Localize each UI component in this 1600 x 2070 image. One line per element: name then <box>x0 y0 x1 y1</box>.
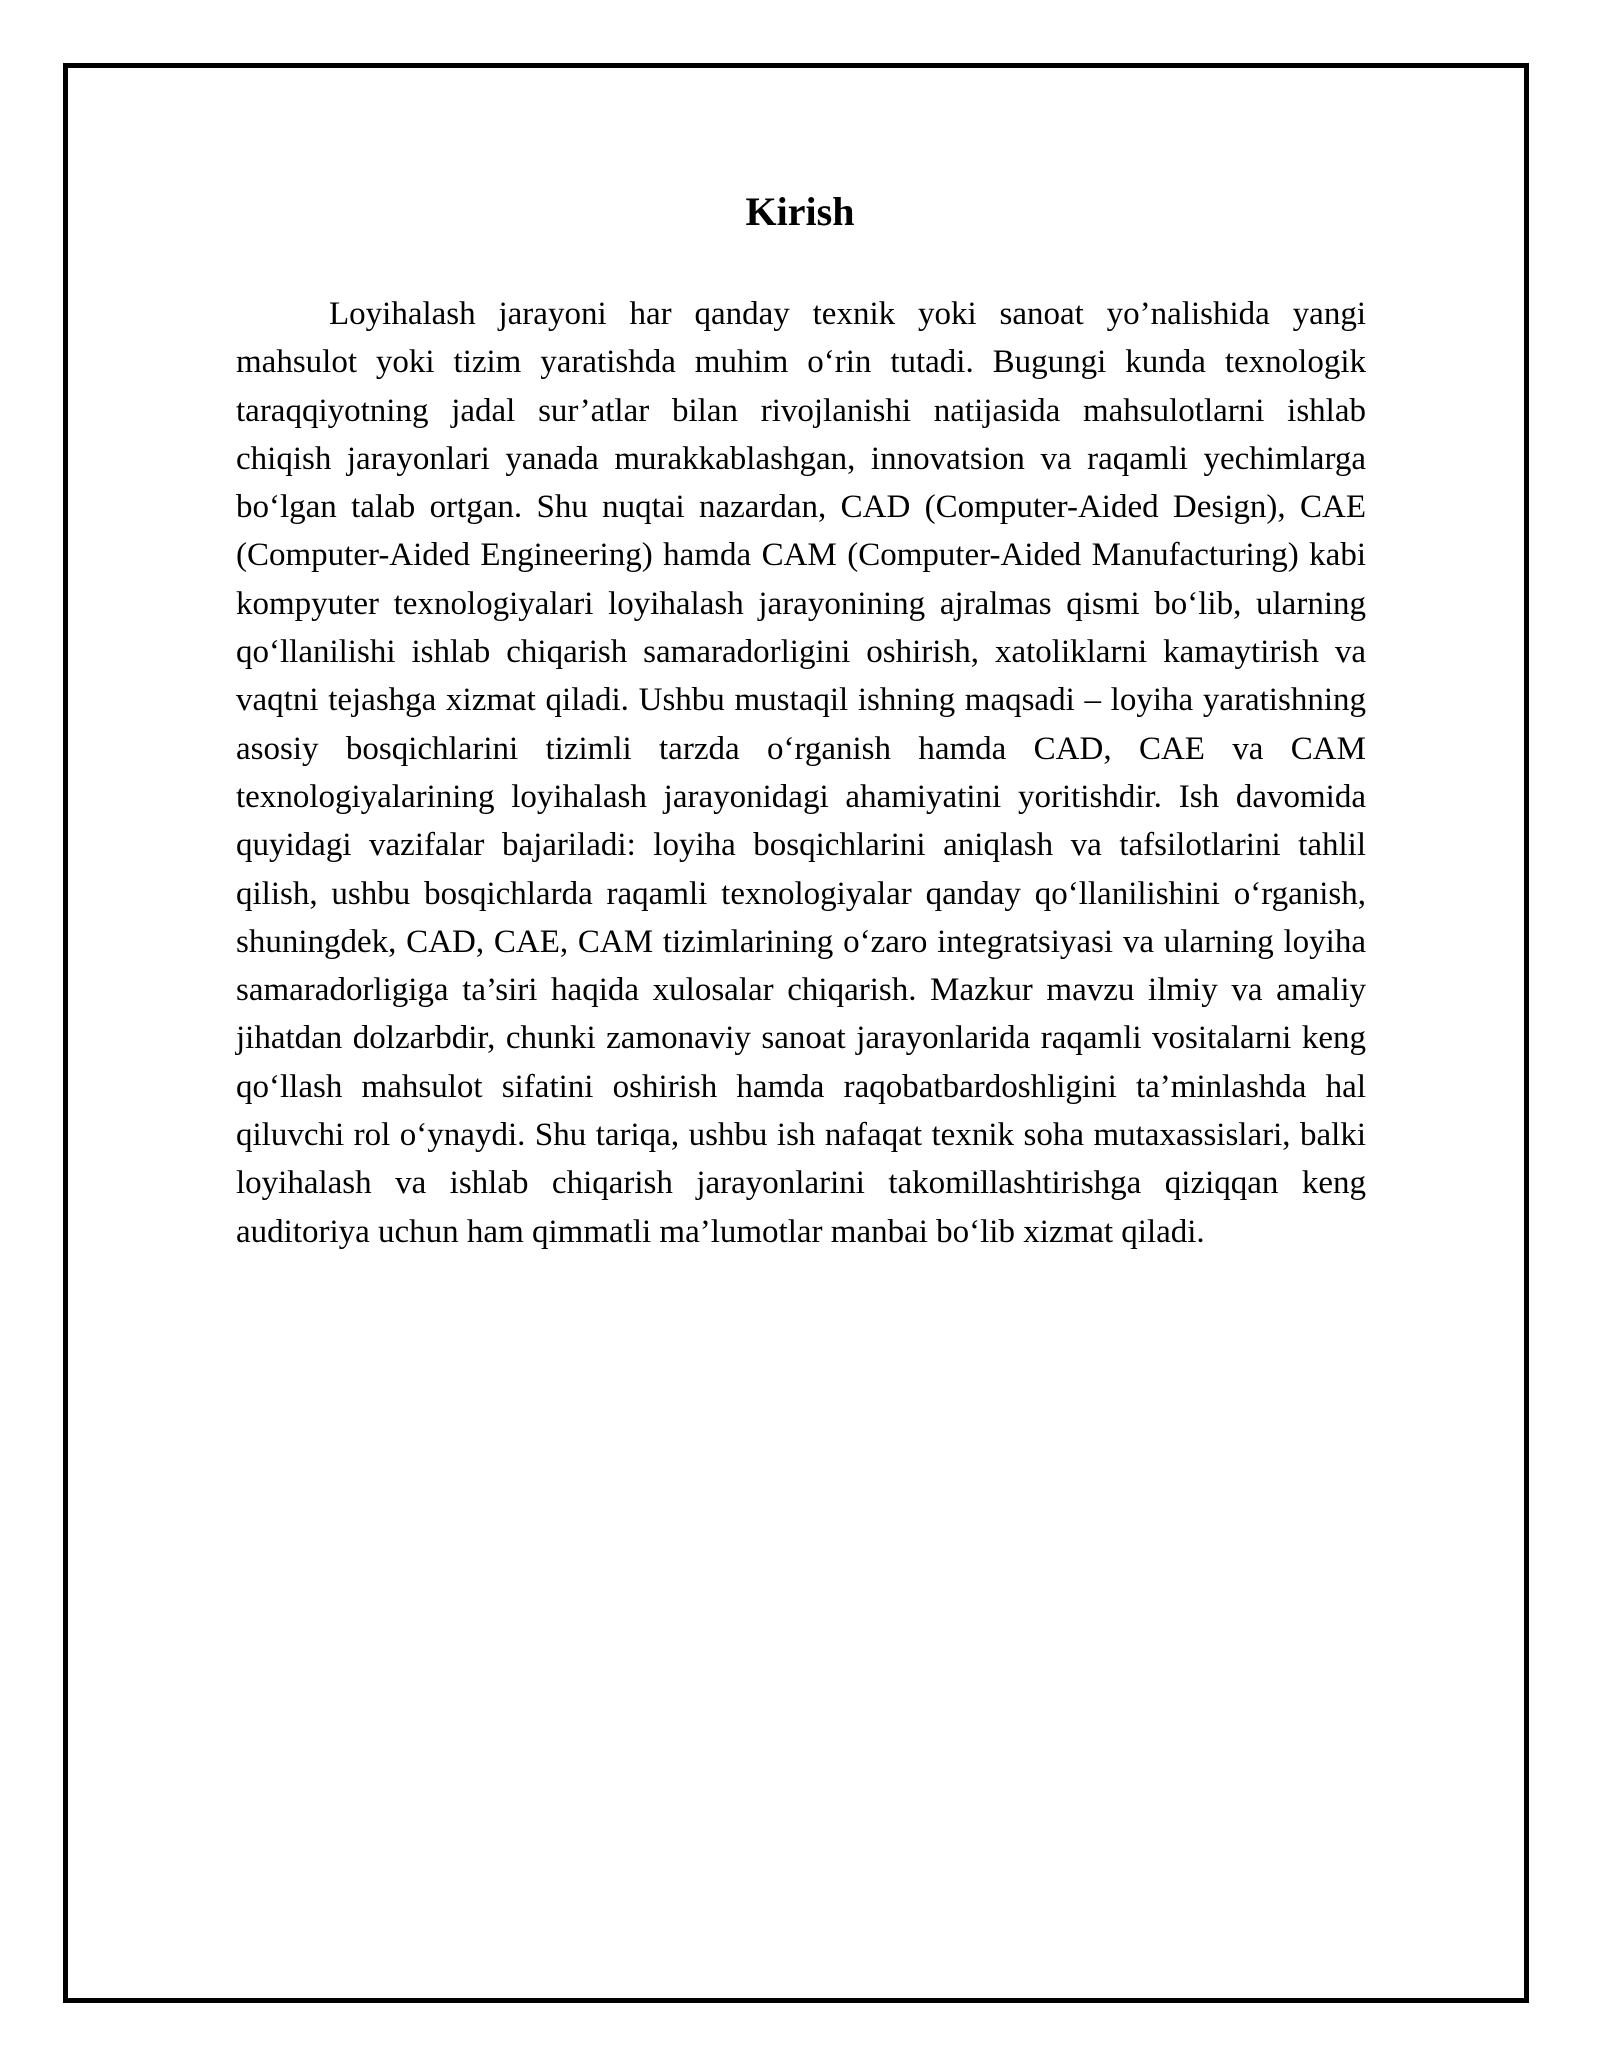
body-paragraph: Loyihalash jarayoni har qanday texnik yoki sanoat yo’nalishida yangi mahsulot yoki tizim yaratishda muhim o‘rin tutadi. Bugungi kunda texnologik taraqqiyotning jadal sur’atlar bilan rivojlanishi natijasida mahsulotlarni ishlab chiqish jarayonlari yanada murakkablashgan, innovatsion va raqamli yechimlarga bo‘lgan talab ortgan. Shu nuqtai nazardan, CAD (Computer-Aided Design), CAE (Computer-Aided Engineering) hamda CAM (Computer-Aided Manufacturing) kabi kompyuter texnologiyalari loyihalash jarayonining ajralmas qismi bo‘lib, ularning qo‘llanilishi ishlab chiqarish samaradorligini oshirish, xatoliklarni kamaytirish va vaqtni tejashga xizmat qiladi. Ushbu mustaqil ishning maqsadi – loyiha yaratishning asosiy bosqichlarini tizimli tarzda o‘rganish hamda CAD, CAE va CAM texnologiyalarining loyihalash jarayonidagi ahamiyatini yoritishdir. Ish davomida quyidagi vazifalar bajariladi: loyiha bosqichlarini aniqlash va tafsilotlarini tahlil qilish, ushbu bosqichlarda raqamli texnologiyalar qanday qo‘llanilishini o‘rganish, shuningdek, CAD, CAE, CAM tizimlarining o‘zaro integratsiyasi va ularning loyiha samaradorligiga ta’siri haqida xulosalar chiqarish. Mazkur mavzu ilmiy va amaliy jihatdan dolzarbdir, chunki zamonaviy sanoat jarayonlarida raqamli vositalarni keng qo‘llash mahsulot sifatini oshirish hamda raqobatbardoshligini ta’minlashda hal qiluvchi rol o‘ynaydi. Shu tariqa, ushbu ish nafaqat texnik soha mutaxassislari, balki loyihalash va ishlab chiqarish jarayonlarini takomillashtirishga qiziqqan keng auditoriya uchun ham qimmatli ma’lumotlar manbai bo‘lib xizmat qiladi. <box>236 296 1366 1250</box>
page-title: Kirish <box>745 189 855 234</box>
